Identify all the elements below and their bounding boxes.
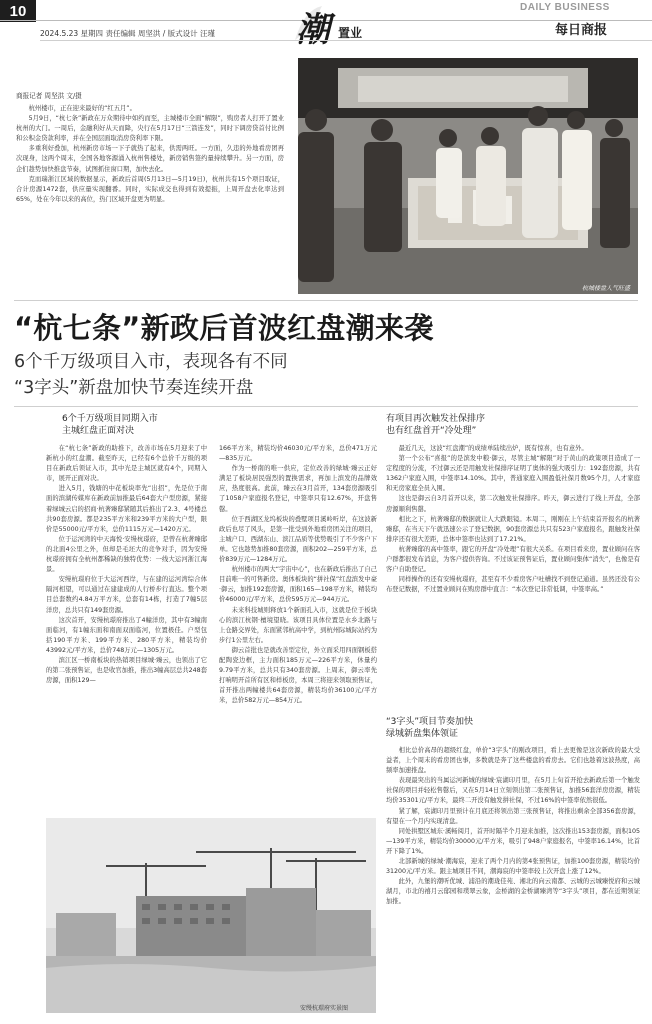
column-subhead: 有项目再次触发社保排序 <box>386 414 486 424</box>
article-column-3b <box>386 746 640 908</box>
lead-text <box>16 104 284 205</box>
article-column-1 <box>46 444 207 686</box>
article-paragraph: 最近几天，这波“红盘潮”的成绩单陆续出炉，既有惊喜，也有意外。 <box>398 445 588 452</box>
byline: 商报记者 周坚洪 文/摄 <box>16 92 82 100</box>
article-paragraph: 此外，九堡的潮听优城、浦沿的潮珑佳苑、湘北的向云南都、云城的云城臻悦府和云城湖月，市北的禧月云邸园和璞翠云象，金桥湖的金桥湖臻湾等“3字头”项目，都在近期领证加推。 <box>386 878 640 906</box>
lead-paragraph: 杭州楼市，正在迎来最好的“红五月”。 <box>28 105 136 112</box>
article-paragraph: 作为一桥南的唯一供应，定位改善的绿城·臻云正好满足了板块居民强烈的置换需求，再加上滨发的品牌效应，热度很高。此前，臻云在3月首开，134套房源吸引了1058户家庭报名登记，中签率只有12.67%，开盘售罄。 <box>219 465 377 513</box>
subheadline-2: “3字头”新盘加快节奏连续开盘 <box>14 378 254 398</box>
subheadline-1: 6个千万级项目入市，表现各有不同 <box>14 352 288 372</box>
article-paragraph: 这也是御云自3月首开以来，第二次触发社保排序。昨天，御云进行了线上开盘，全部房源顺利售罄。 <box>386 495 640 513</box>
section-logo <box>292 0 336 50</box>
article-paragraph: 166平方米，精装均价46030元/平方米，总价471万元—835万元。 <box>219 445 377 463</box>
column-subhead: 绿城新盘集体领证 <box>386 729 459 739</box>
construction-site-photo <box>46 818 376 1013</box>
article-paragraph: 第一个公布“喜报”的是滨发中粮·御云，尽管主城“解限”对于黄山的政策项目造成了一定程度的分流，不过御云还是用触发社保排序证明了奥体的强大吸引力：192套房源，共有1362户家庭入围，中签率14.10%。其中，普通家庭入围盈低社保月数95个月，人才家庭和无房家庭全员入围。 <box>386 455 640 493</box>
article-paragraph: 杭州楼市的两大“宇宙中心”，也在新政后推出了自己目前唯一的可售新房。奥体板块的“拼社保”红盘滨发中豪·御云，加推192套房源，面积165—198平方米，精装均价46000元/平方米，总价595万元—944万元。 <box>219 566 377 604</box>
main-headline: “杭七条”新政后首波红盘潮来袭 <box>14 311 434 345</box>
header-divider <box>40 40 652 41</box>
article-paragraph: 位于西湖区龙坞板块的叠墅项目溪岭听岸，在这波新政后也尽了风头，是第一批受到外地看房团关注的项目，主城户口、西湖东山、滨江品质等优势吸引了不少客户下单。它也趁势加推80套房源，面积202—259平方米，总价839万元—1284万元。 <box>219 515 377 564</box>
article-column-3a <box>386 444 640 595</box>
column-subhead: 也有红盘首开“冷处理” <box>386 426 477 436</box>
article-paragraph: 紧了解，宸湖印月里预计在月底还将领出第三张预售证，将推出剩余全部356套房源，有望在一个月内实现清盘。 <box>386 807 640 825</box>
paper-name: 每日商报 <box>555 23 608 38</box>
page-number: 10 <box>0 0 36 22</box>
column-subhead: “3字头”项目节奏加快 <box>386 717 474 727</box>
article-paragraph: 相比之下，杭著臻邸的数据就让人大跌眼镜。本周二，刚刚在上午结束首开报名的杭著臻邸，在当天下午就迅速公示了登记数据，90套房源总共只有523户家庭报名，跟触发社保排序还有很大差距，总体中签率也达到了17.21%。 <box>386 515 640 543</box>
article-paragraph: 同处拱墅区城东·溪畅阅月，首开时隔半个月迎来加推，这次推出153套房源，面积105—139平方米，精装均价30000元/平方米，吸引了948户家庭报名，中签率16.14%，比首开下降了1%。 <box>386 827 640 855</box>
article-paragraph: 未来科技城则释放1个新面孔入市，这就是位于板块心的滨江杭钢·檀境望晓。该项目具体位置是水乡北路与上仓路交界处，东面紧邻杭高中学，到杭州际城际站约为步行1公里左右。 <box>219 606 377 644</box>
article-paragraph: 御云首批也是就改善型定位，外立面采用四面钢板搭配陶瓷边框，主力面积185万元—226平方米，休量约9.79平方米，总共只有340套房源。上周末，御云率先打响明开首所有区和样板房，本周三将迎来领取预售证，首开推出两幢楼共64套房源，精装均价36100元/平方米，总价582万元—854万元。 <box>219 646 377 705</box>
article-paragraph: 在“杭七条”新政的助推下，改善市场在5月迎来了中新杭小的红盘潮。截至昨天，已经有6个总价千万级的项目在新政后领证入市，其中光是主城区就有4个，同期入市，展开正面对决。 <box>46 445 207 483</box>
lead-paragraph: 多重利好叠加，杭州新房市场一下子就热了起来，供需两旺。一方面，久违的外地看房团再次现身，这两个周末，全国各地客源涌入杭州售楼处，新房销售签约量持续攀升。另一方面，房企们趁势加快推盘节奏，试图抓住窗口期，加快去化。 <box>16 145 284 173</box>
article-paragraph: 杭著臻邸的高中签率，跟它的开盘“冷处理”有很大关系。在项目看来房，置业顾问在客户群都很发布消息，为客户提供咨询。不过该证预售证后，置业顾问集体“消失”，也像是有客户自助登记。 <box>386 545 640 574</box>
section-title: 置业 <box>338 26 363 40</box>
column-subhead: 主城红盘正面对决 <box>62 426 135 436</box>
logo-character: 潮 <box>296 10 330 50</box>
headline-top-rule <box>14 300 638 301</box>
article-paragraph: 进入5月，钱塘的中花板块率先“出招”，先是位于南面的滨湖传媒库在新政前加推最后64套大户型房源，紧接着绿城云启的招商·杭著臻邸紧随其后推出了2.3、4号楼总共90套房源。都是235平方米和239平方米的大户型，限价是55000元/平方米，总价1115万元—1420万元。 <box>46 485 207 533</box>
headline-bottom-rule <box>14 406 638 407</box>
sales-office-photo <box>298 58 638 294</box>
article-paragraph: 这次首开，安缦杭璟府推出了4幢洋房，其中有3幢南面临河，有1幢东面和南面双面临河，位置极佳。户型包括190平方米、199平方米、280平方米，精装均价43992元/平方米，总价748万元—1305万元。 <box>46 616 207 654</box>
lead-paragraph: 5月9日，“杭七条”新政在万众期待中如约而至，主城楼市全面“解限”，购房者人打开了置业杭州的大门。一周后，金融利好从天而降，央行在5月17日“三箭连发”，同时下调房贷首付比例和公积金贷款利率，并在全国层面取消房贷利率下限。 <box>16 115 284 143</box>
construction-scene-image <box>46 818 376 1013</box>
date-line: 2024.5.23 星期四 责任编辑 周坚洪 / 版式设计 汪瑾 <box>40 29 216 38</box>
article-paragraph: 位于运河湾的中天海悦·安缦杭璟府，是曾在杭著臻邸的北面4公里之外，但却是毛坯大的竞争对手，因为安缦杭璟府拥有全杭州都稀缺的独特优势：一线大运河浙江海景。 <box>46 535 207 574</box>
column-subhead: 6个千万级项目同期入市 <box>62 414 158 424</box>
lead-paragraph: 克而瑞浙江区域的数据显示，新政后首周(5月13日—5月19日)，杭州共有15个项目取证，合计房源1472套，供应量实现翻番。同时，实际成交也得到有效提振，上周开盘去化率达到65%，处在今年以来的高位，热门区域开盘更为明显。 <box>16 175 284 203</box>
article-paragraph: 滨江区一桥南板块的热销项目绿城·臻云，也领出了它的第二张预售证，也是收官加推，推出3幢高层总共248套房源，面积129— <box>46 656 207 685</box>
article-paragraph: 表现最突出的当属运河新城的绿城·宸湖印月里，在5月上旬首开抢去新政后第一个触发社保的项目并轻松售罄后，又在5月14日立刻领出第二张预售证，加推56套洋房房源，精装均价35301元/平方米，最终二开没有触发拼社保，不过16%的中签率依然很低。 <box>386 777 640 805</box>
article-paragraph: 北部新城的绿城·潮海宸，迎来了两个月内的第4张预售证，加推100套房源，精装均价31200元/平方米。跟主城项目不同，潮海宸的中签率较上次开盘上涨了12%。 <box>386 858 640 876</box>
photo-caption: 安缦杭璟府实景图 <box>300 1005 349 1012</box>
article-paragraph: 相比总价高昂的超级红盘，单价“3字头”的刚改项目，看上去更像是这次新政的最大受益者，上个周末的看房团也事，多数就是奔了这些楼盘的看房去。它们也趁着这波热度，高频率加速推盘。 <box>386 747 640 775</box>
daily-business-label: DAILY BUSINESS <box>520 2 610 13</box>
article-paragraph: 安缦杭璟府位于大运河西岸，与在建的运河湾综合体隔河相望，可以通过在建建成的人行桥步行直达。整个项目总套数约4.84万平方米，总套有14栋，打造了7幢5层洋房，总共只有149套房源。 <box>46 576 207 614</box>
photo-caption: 杭城楼盘人气旺盛 <box>582 285 631 292</box>
sales-office-scene-image <box>298 58 638 294</box>
article-column-2 <box>219 444 377 706</box>
article-paragraph: 同样操作的还有安缦杭璟府，甚至有不少看房客户吐槽找不到登记通道。虽然还没有公布登记数据，不过置业顾问在购房群中直言：“本次登记非常低调，中签率高。” <box>386 576 640 594</box>
